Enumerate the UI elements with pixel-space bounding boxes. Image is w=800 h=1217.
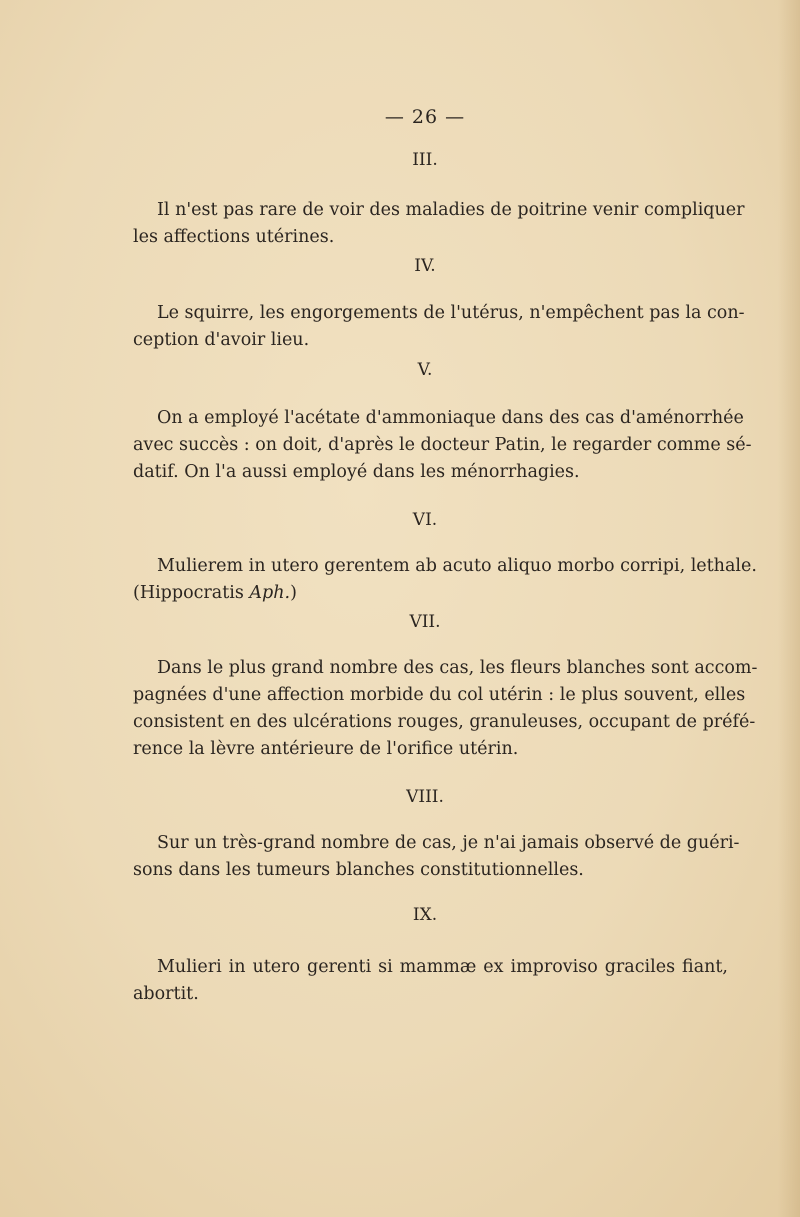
section-paragraph-vii xyxy=(133,655,758,763)
page-number: — 26 — xyxy=(384,106,466,128)
paragraph-line: avec succès : on doit, d'après le docteur Patin, le regarder comme sé- xyxy=(133,435,752,455)
paragraph-line: Il n'est pas rare de voir des maladies de poitrine venir compliquer xyxy=(157,200,745,220)
paragraph-line: Dans le plus grand nombre des cas, les fleurs blanches sont accom- xyxy=(157,658,758,678)
paragraph-line: Mulieri in utero gerenti si mammæ ex improviso graciles fiant, xyxy=(157,957,728,977)
section-paragraph-viii xyxy=(133,830,740,884)
section-heading-viii: VIII. xyxy=(406,787,444,807)
section-heading-vii: VII. xyxy=(409,612,441,632)
paragraph-line: les affections utérines. xyxy=(133,227,335,247)
citation-suffix: ) xyxy=(290,583,297,603)
section-heading-ix: IX. xyxy=(412,905,438,925)
section-paragraph-ix xyxy=(133,954,728,1008)
section-heading-v: V. xyxy=(417,360,433,380)
paragraph-line: Sur un très-grand nombre de cas, je n'ai jamais observé de guéri- xyxy=(157,833,740,853)
citation-prefix: (Hippocratis xyxy=(133,583,250,603)
paragraph-line: sons dans les tumeurs blanches constitutionnelles. xyxy=(133,860,584,880)
paragraph-line: Mulierem in utero gerentem ab acuto aliquo morbo corripi, lethale. xyxy=(157,556,757,576)
paragraph-line: ception d'avoir lieu. xyxy=(133,330,310,350)
paragraph-line: On a employé l'acétate d'ammoniaque dans des cas d'aménorrhée xyxy=(157,408,744,428)
section-paragraph-iii xyxy=(133,197,745,251)
paragraph-line: Le squirre, les engorgements de l'utérus, n'empêchent pas la con- xyxy=(157,303,745,323)
section-paragraph-v xyxy=(133,405,752,486)
page-edge-shadow xyxy=(778,0,800,1217)
section-paragraph-vi xyxy=(133,553,757,607)
section-heading-iv: IV. xyxy=(414,256,436,276)
paragraph-line: consistent en des ulcérations rouges, granuleuses, occupant de préfé- xyxy=(133,712,756,732)
section-heading-vi: VI. xyxy=(412,510,438,530)
paragraph-line: datif. On l'a aussi employé dans les ménorrhagies. xyxy=(133,462,580,482)
citation-line xyxy=(133,580,728,607)
citation-italic: Aph. xyxy=(249,583,291,603)
section-paragraph-iv xyxy=(133,300,745,354)
paragraph-line: abortit. xyxy=(133,984,199,1004)
section-heading-iii: III. xyxy=(412,150,438,170)
paragraph-line: rence la lèvre antérieure de l'orifice utérin. xyxy=(133,739,519,759)
paragraph-line: pagnées d'une affection morbide du col utérin : le plus souvent, elles xyxy=(133,685,746,705)
